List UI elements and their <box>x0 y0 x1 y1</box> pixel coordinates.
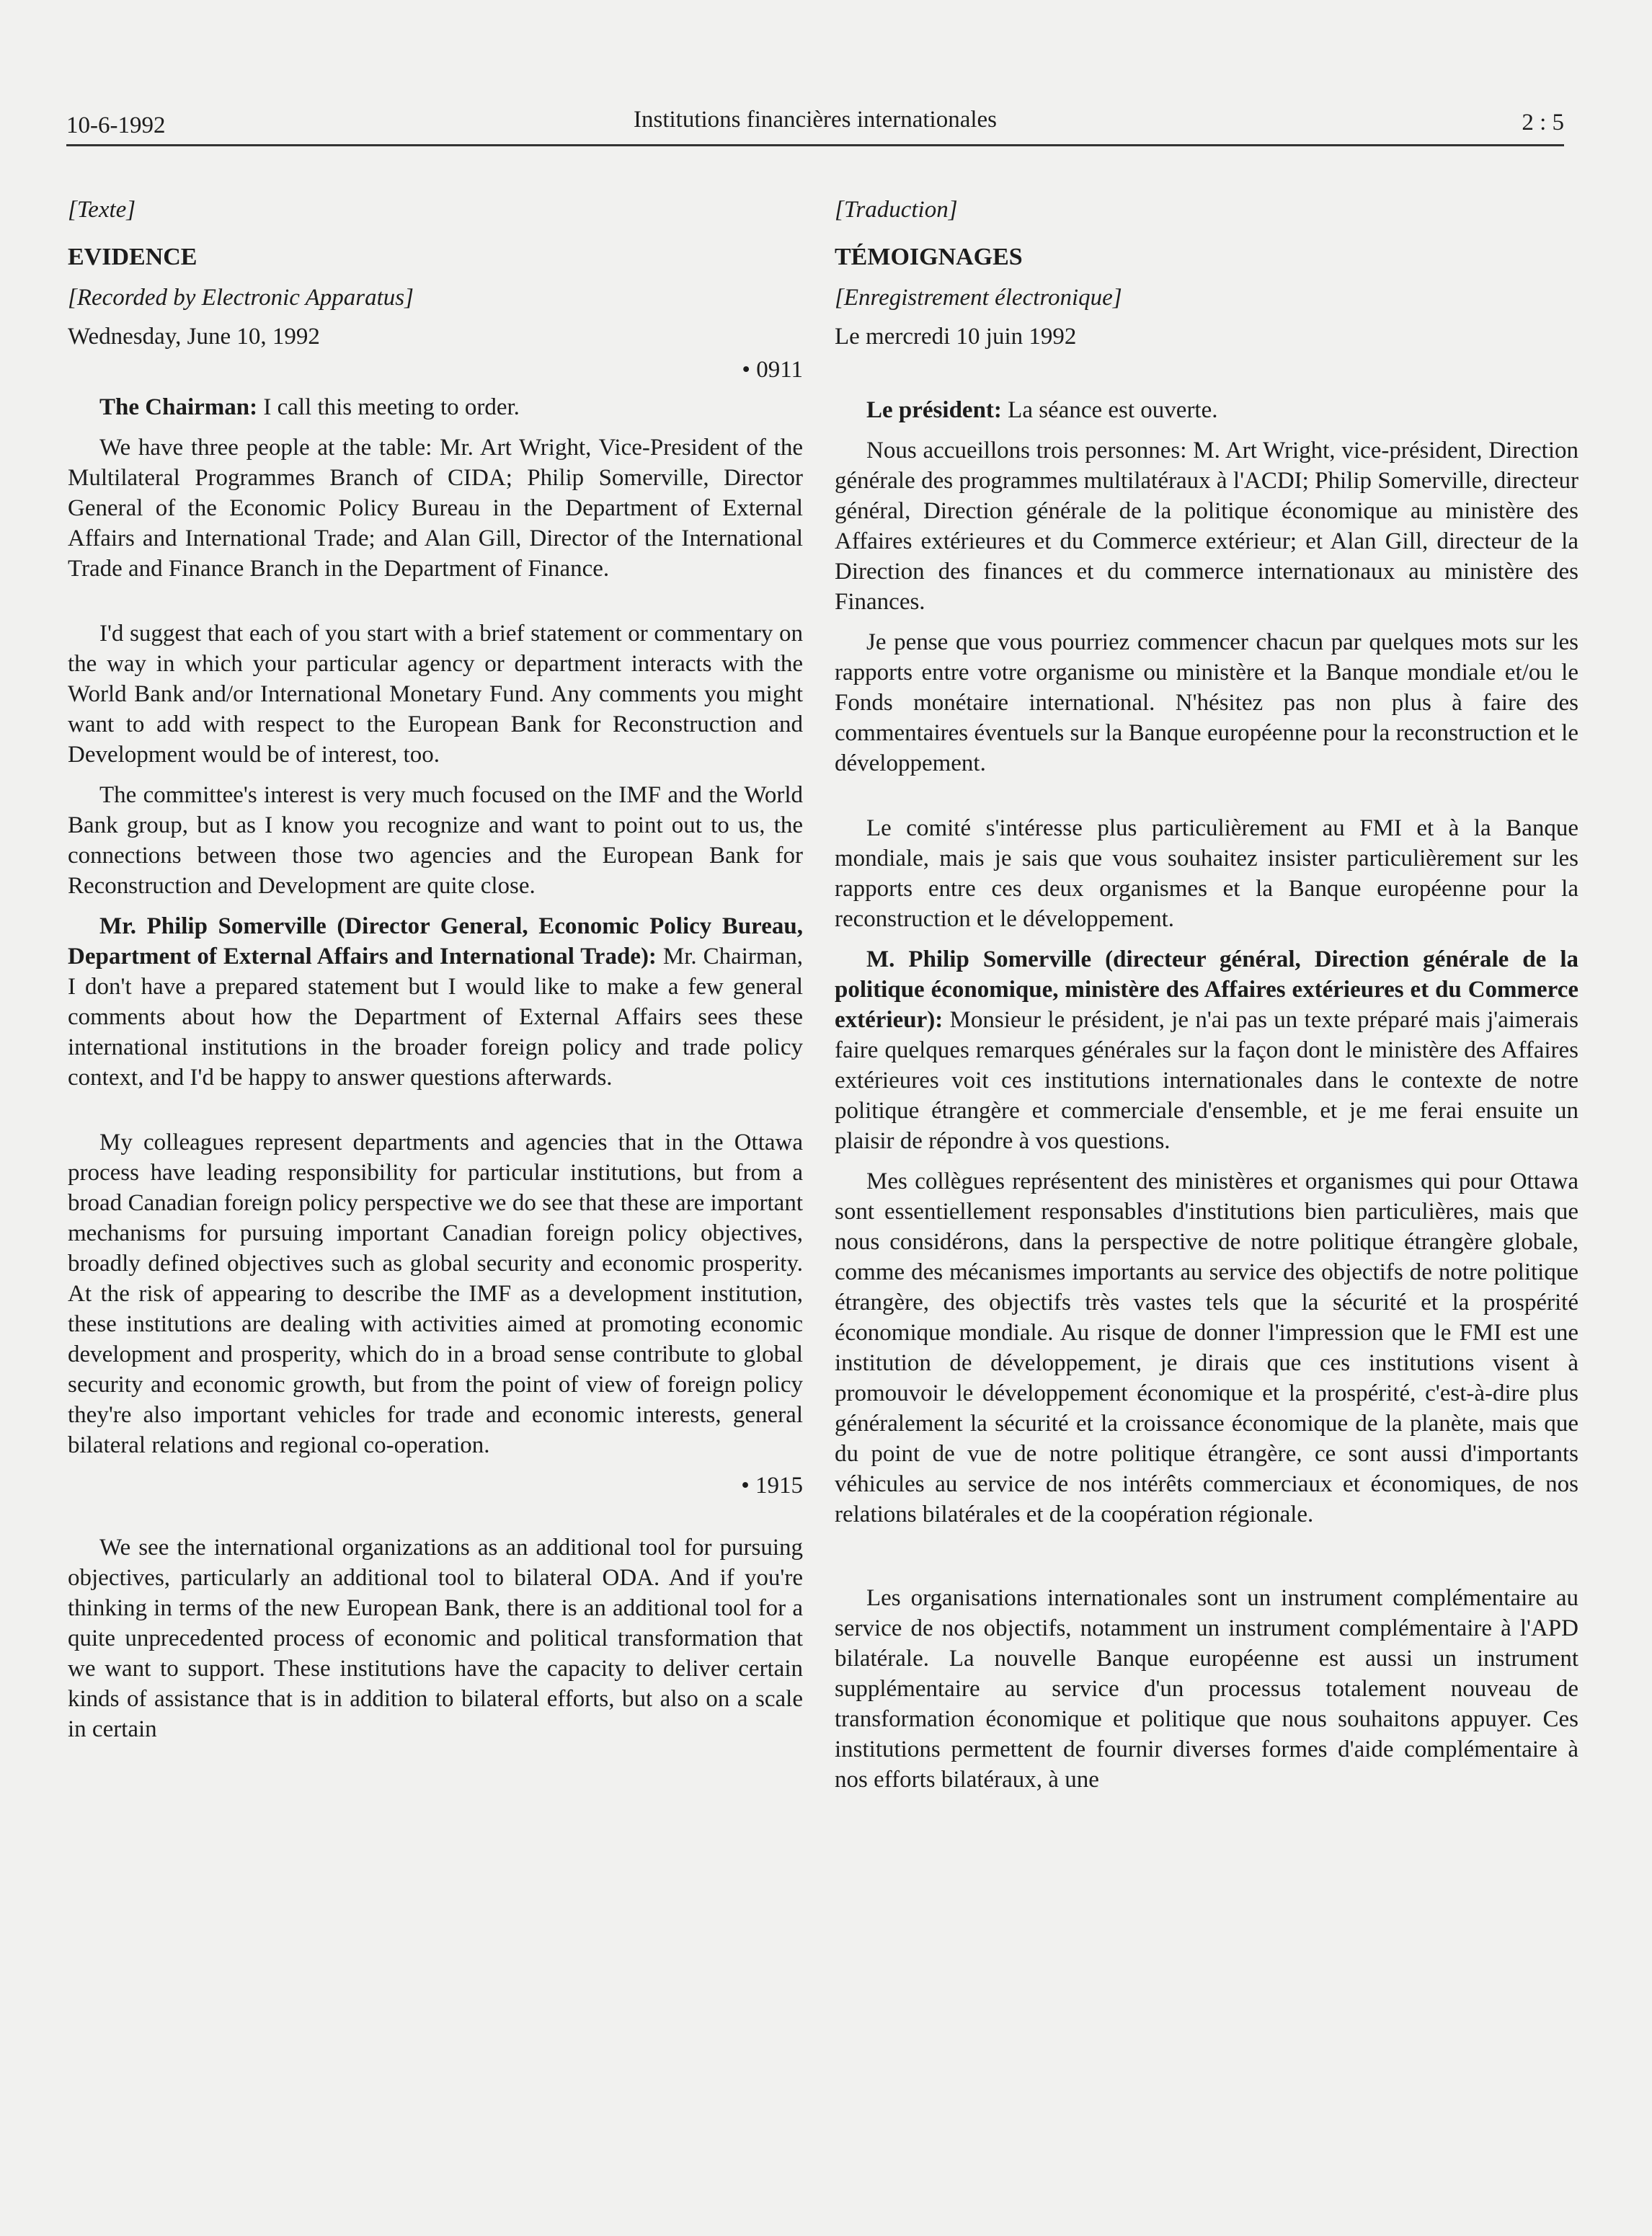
paragraph: Nous accueillons trois personnes: M. Art Wright, vice-président, Direction générale des programmes multilatéraux à l'ACDI; Philip Somerville, directeur général, Direction générale de la politique économique au ministère des Affaires extérieures et du Commerce extérieur; et Alan Gill, directeur de la Direction des finances et du commerce internationaux au ministère des Finances. <box>835 438 1578 615</box>
text-tag: [Texte] <box>68 197 136 223</box>
time-marker: • 0911 <box>742 357 803 383</box>
spacer <box>835 352 1578 395</box>
paragraph: My colleagues represent departments and agencies that in the Ottawa process have leading responsibility for particular institutions, but from a broad Canadian foreign policy perspective we do see that these are important mechanisms for pursuing important Canadian foreign policy objectives, broadly defined objectives such as global security and economic prosperity. At the risk of appearing to describe the IMF as a development institution, these institutions are dealing with activities aimed at promoting economic development and prosperity, which do in a broad sense contribute to global security and economic growth, but from the point of view of foreign policy they're also important vehicles for trade and economic interests, general bilateral relations and regional co-operation. <box>68 1130 803 1458</box>
recorded-note: [Enregistrement électronique] <box>835 285 1122 311</box>
speaker-name: Mr. Philip Somerville (Director General, Economic Policy Bureau, Department of External Affairs and International Trade): <box>68 913 803 970</box>
paragraph: I'd suggest that each of you start with a brief statement or commentary on the way in which your particular agency or department interacts with the World Bank and/or International Monetary Fund. Any comments you might want to add with respect to the European Bank for Reconstruction and Development would be of interest, too. <box>68 621 803 768</box>
paragraph <box>68 911 803 1093</box>
paragraph: Les organisations internationales sont un instrument complémentaire au service de nos objectifs, notamment un instrument complémentaire à l'APD bilatérale. La nouvelle Banque européenne est aussi un instrument supplémentaire au service d'un processus totalement nouveau de transformation économique et politique que nous souhaitons appuyer. Ces institutions permettent de fournir diverses formes d'aide complémentaire à nos efforts bilatéraux, à une <box>835 1585 1578 1793</box>
header-date: 10-6-1992 <box>66 112 166 138</box>
meeting-date: Le mercredi 10 juin 1992 <box>835 324 1077 350</box>
translation-tag: [Traduction] <box>835 197 958 223</box>
spacer <box>68 1508 803 1532</box>
speech-text: Mr. Chairman, I don't have a prepared statement but I would like to make a few general comments about how the Department of External Affairs sees these international institutions in the broader foreign policy and trade policy context, and I'd be happy to answer questions afterwards. <box>68 944 803 1091</box>
header-title: Institutions financières internationales <box>633 107 998 133</box>
speaker-name: Le président: <box>866 397 1002 423</box>
paragraph <box>835 944 1578 1156</box>
spacer <box>835 789 1578 813</box>
paragraph: Mes collègues représentent des ministères et organismes qui pour Ottawa sont essentiellement responsables d'institutions bien particulières, mais que nous considérons, dans la perspective de notre politique étrangère globale, comme des mécanismes importants au service des objectifs de notre politique étrangère, des objectifs très vastes tels que la sécurité et la prospérité économique mondiale. Au risque de donner l'impression que le FMI est une institution de développement, je dirais que ces institutions visent à promouvoir le développement économique et la prospérité, c'est-à-dire plus généralement la sécurité et la croissance économique de la planète, mais que du point de vue de notre politique étrangère, ce sont aussi d'importants véhicules au service de nos intérêts commerciaux et économiques, de nos relations bilatérales et de la coopération régionale. <box>835 1168 1578 1527</box>
page-header <box>66 107 1564 146</box>
temoignages-heading: TÉMOIGNAGES <box>835 244 1023 270</box>
speech-text: La séance est ouverte. <box>1001 397 1218 423</box>
time-marker: • 1915 <box>741 1473 803 1499</box>
spacer <box>68 594 803 618</box>
speaker-name: M. Philip Somerville (directeur général, Direction générale de la politique économique, ministère des Affaires extérieures et du Commerce extérieur): <box>835 946 1578 1033</box>
recorded-note: [Recorded by Electronic Apparatus] <box>68 285 414 311</box>
speech-text: Monsieur le président, je n'ai pas un texte préparé mais j'aimerais faire quelques remarques générales sur la façon dont le ministère des Affaires extérieures voit ces institutions internationales dans le contexte de notre politique étrangère et commerciale d'ensemble, et je me ferai ensuite un plaisir de répondre à vos questions. <box>835 1007 1578 1154</box>
speech-text: I call this meeting to order. <box>257 394 520 420</box>
header-page-number: 2 : 5 <box>1522 110 1564 136</box>
paragraph <box>68 392 803 422</box>
meeting-date: Wednesday, June 10, 1992 <box>68 324 320 350</box>
english-column <box>68 195 803 1754</box>
spacer <box>835 1540 1578 1583</box>
spacer <box>68 1103 803 1127</box>
paragraph: We see the international organizations as an additional tool for pursuing objectives, particularly an additional tool to bilateral ODA. And if you're thinking in terms of the new European Bank, there is an additional tool for a quite unprecedented process of economic and political transformation that we want to support. These institutions have the capacity to deliver certain kinds of assistance that is in addition to bilateral efforts, but also on a scale in certain <box>68 1535 803 1742</box>
speaker-name: The Chairman: <box>99 394 258 420</box>
paragraph: Le comité s'intéresse plus particulièrement au FMI et à la Banque mondiale, mais je sais que vous souhaitez insister particulièrement sur les rapports entre ces deux organismes et la Banque européenne pour la reconstruction et le développement. <box>835 815 1578 932</box>
paragraph: We have three people at the table: Mr. Art Wright, Vice-President of the Multilateral Programmes Branch of CIDA; Philip Somerville, Director General of the Economic Policy Bureau in the Department of External Affairs and International Trade; and Alan Gill, Director of the International Trade and Finance Branch in the Department of Finance. <box>68 435 803 582</box>
paragraph <box>835 395 1578 425</box>
evidence-heading: EVIDENCE <box>68 244 197 270</box>
paragraph: Je pense que vous pourriez commencer chacun par quelques mots sur les rapports entre votre organisme ou ministère et la Banque mondiale et/ou le Fonds monétaire international. N'hésitez pas non plus à faire des commentaires éventuels sur la Banque européenne pour la reconstruction et le développement. <box>835 629 1578 776</box>
paragraph: The committee's interest is very much focused on the IMF and the World Bank group, but as I know you recognize and want to point out to us, the connections between those two agencies and the European Bank for Reconstruction and Development are quite close. <box>68 782 803 899</box>
french-column <box>835 195 1578 1805</box>
